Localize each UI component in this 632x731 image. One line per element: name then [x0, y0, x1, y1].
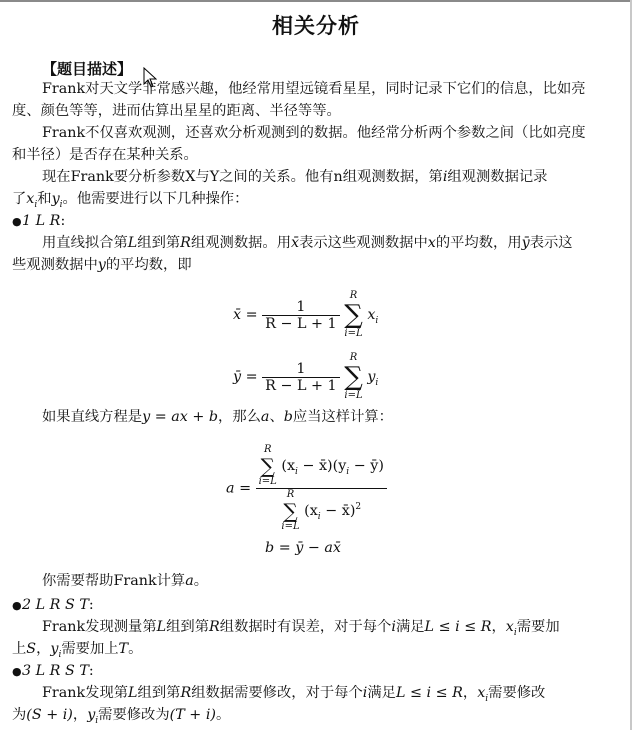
- operation-3-line-2: 为(S + i)，$y_i$需要修改为(T + i)。: [12, 707, 231, 726]
- equation-y-mean: ȳ = $\frac{1}{R - L + 1}$ R ∑ i=L $y_i$: [233, 352, 379, 401]
- sum-sigma: R ∑ i=L: [258, 444, 277, 487]
- fraction: $\frac{1}{R - L + 1}$: [262, 361, 340, 394]
- help-sentence: 你需要帮助Frank计算a。: [42, 573, 209, 589]
- paragraph-1-line-1: Frank对天文学非常感兴趣，他经常用望远镜看星星，同时记录下它们的信息，比如亮: [42, 81, 586, 97]
- sum-sigma: R ∑ i=L: [344, 290, 363, 339]
- bullet-icon: ●: [12, 599, 22, 612]
- operation-1-line-2: 些观测数据中y的平均数，即: [12, 257, 192, 273]
- line-equation-sentence: 如果直线方程是y = ax + b，那么a、b应当这样计算：: [42, 409, 393, 425]
- equation-x-mean: x̄ = $\frac{1}{R - L + 1}$ R ∑ i=L $x_i$: [233, 290, 379, 339]
- sum-sigma: R ∑ i=L: [281, 489, 300, 532]
- section-heading: 【题目描述】: [42, 60, 133, 78]
- operation-2-line-1: Frank发现测量第L组到第R组数据时有误差，对于每个i满足L ≤ i ≤ R，$x_i$需要加: [42, 619, 560, 638]
- bullet-icon: ●: [12, 215, 22, 228]
- paragraph-2-line-1: Frank不仅喜欢观测，还喜欢分析观测到的数据。他经常分析两个参数之间（比如亮度: [42, 125, 586, 141]
- equation-b: b = ȳ − ax̄: [265, 540, 341, 556]
- paragraph-2-line-2: 和半径）是否存在某种关系。: [12, 147, 198, 163]
- operation-2-line-2: 上S，$y_i$需要加上T。: [12, 641, 143, 660]
- paragraph-3-line-2: 了$x_i$和$y_i$。他需要进行以下几种操作：: [12, 191, 249, 210]
- fraction: R ∑ i=L ($x_i$ − $x̄)(y_i$ − ȳ) R ∑ i=L ($x_i$ − x̄)$^2$: [256, 444, 387, 533]
- equation-a: a = R ∑ i=L ($x_i$ − $x̄)(y_i$ − ȳ) R ∑ i=L ($x_i$ − x̄)$^2$: [226, 444, 387, 533]
- operation-2-title: ●2 L R S T:: [12, 595, 94, 616]
- operation-3-title: ●3 L R S T:: [12, 661, 94, 682]
- paragraph-1-line-2: 度、颜色等等，进而估算出星星的距离、半径等等。: [12, 103, 341, 119]
- page-title: 相关分析: [272, 14, 360, 38]
- operation-3-line-1: Frank发现第L组到第R组数据需要修改，对于每个i满足L ≤ i ≤ R，$x_i$需要修改: [42, 685, 546, 704]
- window-top-border: [0, 0, 632, 2]
- operation-1-line-1: 用直线拟合第L组到第R组观测数据。用x̄表示这些观测数据中x的平均数，用ȳ表示这: [42, 235, 573, 251]
- fraction: $\frac{1}{R - L + 1}$: [262, 299, 340, 332]
- paragraph-3-line-1: 现在Frank要分析参数X与Y之间的关系。他有n组观测数据，第i组观测数据记录: [42, 169, 548, 185]
- operation-1-title: ●1 L R:: [12, 211, 65, 232]
- bullet-icon: ●: [12, 665, 22, 678]
- sum-sigma: R ∑ i=L: [344, 352, 363, 401]
